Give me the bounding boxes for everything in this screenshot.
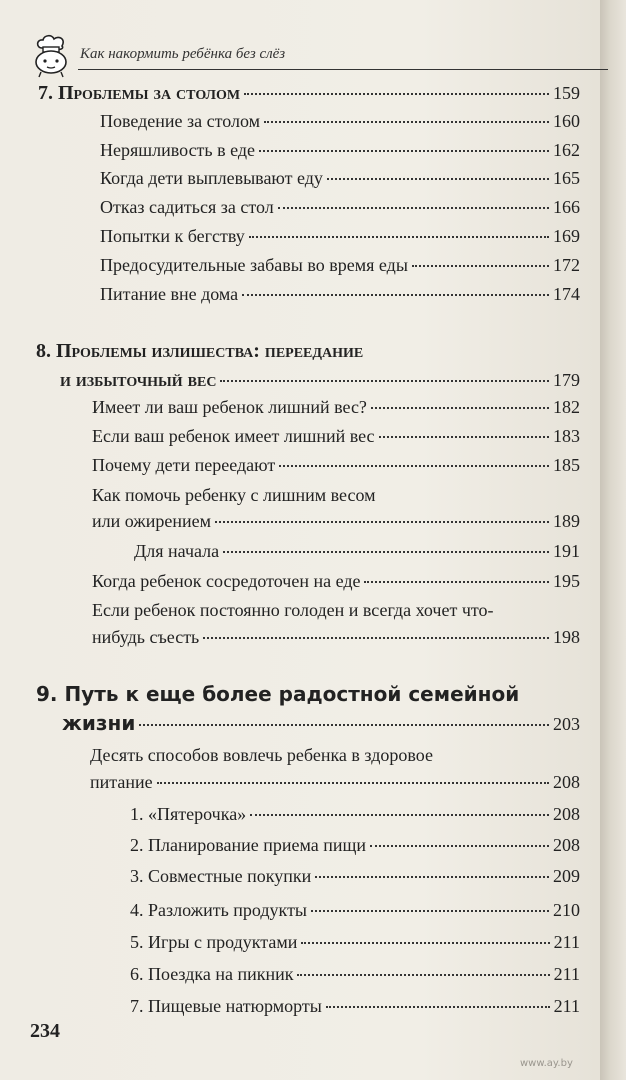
toc-page: 183 — [553, 426, 580, 446]
toc-leader — [139, 724, 549, 726]
toc-chapter-9-line1: 9. Путь к еще более радостной семейной — [36, 682, 520, 706]
toc-leader — [249, 236, 549, 238]
toc-title: Если ваш ребенок имеет лишний вес — [92, 426, 375, 446]
toc-page: 210 — [553, 900, 580, 920]
toc-entry — [100, 254, 580, 276]
toc-title: Неряшливость в еде — [100, 140, 256, 160]
toc-leader — [301, 942, 549, 944]
toc-title: 7. Пищевые натюрморты — [130, 996, 322, 1016]
header-rule — [78, 69, 608, 70]
toc-page: 185 — [553, 455, 580, 475]
toc-title: Почему дети переедают — [92, 455, 276, 475]
running-header — [30, 34, 590, 80]
toc-entry — [100, 225, 580, 247]
toc-leader — [278, 207, 549, 209]
toc-page: 203 — [553, 714, 580, 734]
toc-title: 5. Игры с продуктами — [130, 932, 298, 952]
toc-entry — [130, 963, 580, 985]
toc-leader — [311, 910, 549, 912]
toc-chapter-8 — [60, 369, 580, 391]
toc-leader — [326, 1006, 550, 1008]
toc-title: нибудь съесть — [92, 627, 200, 647]
toc-page: 208 — [553, 804, 580, 824]
toc-entry — [92, 396, 580, 418]
toc-page: 208 — [553, 772, 580, 792]
toc-title: или ожирением — [92, 511, 212, 531]
toc-title: Когда ребенок сосредоточен на еде — [92, 571, 361, 591]
toc-entry — [100, 110, 580, 132]
toc-title: 4. Разложить продукты — [130, 900, 308, 920]
toc-title: Попытки к бегству — [100, 226, 245, 246]
toc-page: 191 — [553, 541, 580, 561]
toc-leader — [157, 782, 549, 784]
toc-entry — [130, 931, 580, 953]
toc-leader — [244, 93, 549, 95]
page-edge — [600, 0, 626, 1080]
toc-leader — [279, 465, 549, 467]
toc-page: 169 — [553, 226, 580, 246]
toc-title: Питание вне дома — [100, 284, 239, 304]
toc-entry — [92, 510, 580, 532]
toc-entry-line1: Как помочь ребенку с лишним весом — [92, 485, 376, 505]
toc-leader — [370, 845, 549, 847]
toc-title: Для начала — [134, 541, 220, 561]
chef-child-logo-icon — [30, 34, 72, 80]
toc-entry — [92, 626, 580, 648]
toc-title: 2. Планирование приема пищи — [130, 835, 367, 855]
toc-page: 179 — [553, 370, 580, 390]
toc-page: 209 — [553, 866, 580, 886]
toc-entry — [90, 771, 580, 793]
toc-entry — [92, 454, 580, 476]
toc-page: 195 — [553, 571, 580, 591]
toc-entry — [92, 425, 580, 447]
toc-title: 3. Совместные покупки — [130, 866, 312, 886]
toc-entry — [100, 167, 580, 189]
toc-page: 198 — [553, 627, 580, 647]
toc-title: Имеет ли ваш ребенок лишний вес? — [92, 397, 367, 417]
toc-title: Предосудительные забавы во время еды — [100, 255, 408, 275]
toc-title: 6. Поездка на пикник — [130, 964, 294, 984]
toc-leader — [315, 876, 549, 878]
toc-page: 166 — [553, 197, 580, 217]
toc-title: Когда дети выплевывают еду — [100, 168, 323, 188]
toc-page: 182 — [553, 397, 580, 417]
toc-leader — [412, 265, 549, 267]
toc-title: жизни — [62, 711, 136, 735]
toc-title: Отказ садиться за стол — [100, 197, 274, 217]
watermark: www.ay.by — [520, 1058, 573, 1069]
toc-entry-line1: Если ребенок постоянно голоден и всегда хочет что- — [92, 600, 494, 620]
toc-entry — [100, 139, 580, 161]
toc-entry-line1: Десять способов вовлечь ребенка в здоровое — [90, 745, 433, 765]
toc-entry — [130, 803, 580, 825]
toc-entry — [130, 834, 580, 856]
toc-chapter-8-line1: 8. Проблемы излишества: переедание — [36, 340, 364, 362]
toc-page: 160 — [553, 111, 580, 131]
toc-page: 211 — [553, 964, 580, 984]
toc-entry — [130, 899, 580, 921]
toc-page: 208 — [553, 835, 580, 855]
toc-leader — [215, 521, 549, 523]
toc-leader — [223, 551, 549, 553]
toc-page: 162 — [553, 140, 580, 160]
toc-title: питание — [90, 772, 153, 792]
toc-chapter-7 — [38, 82, 580, 104]
toc-title: Поведение за столом — [100, 111, 261, 131]
toc-leader — [220, 380, 549, 382]
toc-page: 174 — [553, 284, 580, 304]
toc-entry — [100, 196, 580, 218]
toc-page: 211 — [553, 996, 580, 1016]
toc-leader — [259, 150, 549, 152]
toc-leader — [203, 637, 549, 639]
toc-title: 7. Проблемы за столом — [38, 82, 241, 104]
toc-title: 1. «Пятерочка» — [130, 804, 247, 824]
toc-leader — [250, 814, 549, 816]
header-title: Как накормить ребёнка без слёз — [80, 46, 286, 62]
toc-entry — [130, 865, 580, 887]
toc-leader — [242, 294, 549, 296]
toc-entry — [130, 995, 580, 1017]
toc-leader — [327, 178, 549, 180]
toc-leader — [371, 407, 549, 409]
toc-page: 165 — [553, 168, 580, 188]
toc-leader — [364, 581, 549, 583]
toc-entry — [92, 570, 580, 592]
toc-chapter-9 — [62, 712, 580, 735]
page-number: 234 — [30, 1020, 60, 1042]
toc-title: и избыточный вес — [60, 369, 217, 391]
toc-leader — [297, 974, 549, 976]
toc-leader — [379, 436, 549, 438]
toc-entry — [134, 540, 580, 562]
toc-page: 159 — [553, 83, 580, 103]
toc-entry — [100, 283, 580, 305]
toc-page: 189 — [553, 511, 580, 531]
toc-leader — [264, 121, 549, 123]
toc-page: 211 — [553, 932, 580, 952]
toc-page: 172 — [553, 255, 580, 275]
